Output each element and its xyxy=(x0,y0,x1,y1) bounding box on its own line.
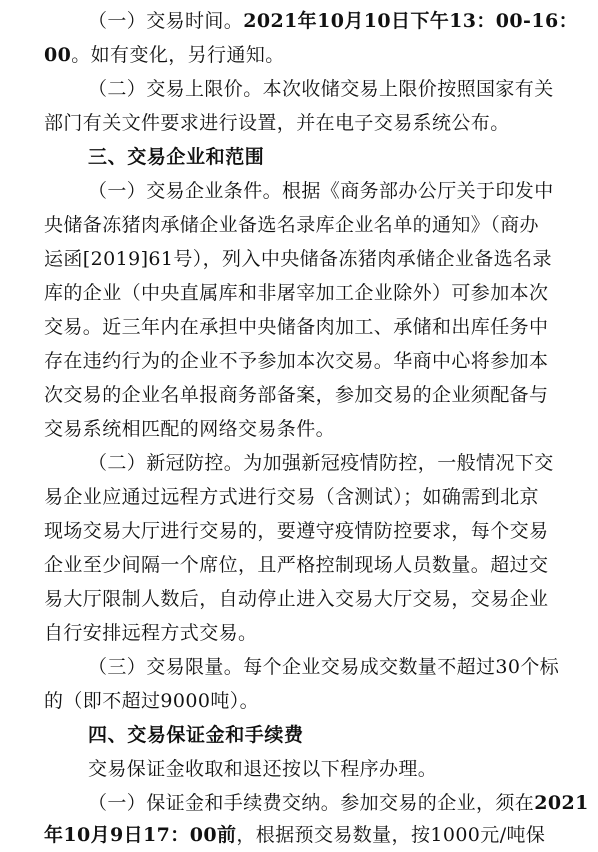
text-line xyxy=(44,344,554,378)
text-line xyxy=(44,412,554,446)
text-line xyxy=(44,378,554,412)
line-segment: （一）交易企业条件。根据《商务部办公厅关于印发中 xyxy=(88,180,554,202)
line-segment: 自行安排远程方式交易。 xyxy=(44,622,258,644)
line-segment: 运函[2019]61号），列入中央储备冻猪肉承储企业备选名录 xyxy=(44,248,552,270)
text-line xyxy=(44,684,554,718)
text-line xyxy=(44,276,554,310)
line-segment-bold: 2021 xyxy=(534,792,589,814)
line-segment: ，根据预交易数量，按1000元/吨保 xyxy=(236,824,546,846)
line-segment: 交易系统相匹配的网络交易条件。 xyxy=(44,418,336,440)
text-line xyxy=(88,4,578,38)
text-line xyxy=(88,786,589,820)
text-line xyxy=(44,548,554,582)
text-line xyxy=(44,582,554,616)
line-segment: 。如有变化，另行通知。 xyxy=(71,44,285,66)
line-segment-bold: 年10月9日17：00前 xyxy=(44,824,237,846)
line-segment: 现场交易大厅进行交易的，要遵守疫情防控要求，每个交易 xyxy=(44,520,549,542)
line-segment: （一）保证金和手续费交纳。参加交易的企业，须在 xyxy=(88,792,535,814)
line-segment: 交易保证金收取和退还按以下程序办理。 xyxy=(88,758,438,780)
line-segment: 库的企业（中央直属库和非屠宰加工企业除外）可参加本次 xyxy=(44,282,549,304)
line-segment: （三）交易限量。每个企业交易成交数量不超过30个标 xyxy=(88,656,560,678)
text-line xyxy=(44,616,554,650)
text-line xyxy=(44,38,554,72)
line-segment-bold: 2021年10月10日下午13：00-16： xyxy=(243,10,578,32)
text-line xyxy=(88,174,554,208)
line-segment: 部门有关文件要求进行设置，并在电子交易系统公布。 xyxy=(44,112,510,134)
line-segment: （一）交易时间。 xyxy=(88,10,244,32)
text-line xyxy=(44,514,554,548)
heading-text: 三、交易企业和范围 xyxy=(88,146,265,168)
line-segment: 易企业应通过远程方式进行交易（含测试）；如确需到北京 xyxy=(44,486,539,508)
line-segment: 央储备冻猪肉承储企业备选名录库企业名单的通知》（商办 xyxy=(44,214,539,236)
line-segment: （二）交易上限价。本次收储交易上限价按照国家有关 xyxy=(88,78,554,100)
text-line xyxy=(44,242,554,276)
line-segment-bold: 00 xyxy=(44,44,72,66)
line-segment: 的（即不超过9000吨）。 xyxy=(44,690,260,712)
line-segment: 存在违约行为的企业不予参加本次交易。华商中心将参加本 xyxy=(44,350,549,372)
line-segment: 企业至少间隔一个席位，且严格控制现场人员数量。超过交 xyxy=(44,554,549,576)
text-line xyxy=(88,650,560,684)
line-segment: 交易。近三年内在承担中央储备肉加工、承储和出库任务中 xyxy=(44,316,549,338)
text-line xyxy=(44,208,554,242)
line-segment: （二）新冠防控。为加强新冠疫情防控，一般情况下交 xyxy=(88,452,554,474)
text-line xyxy=(88,446,554,480)
text-line xyxy=(88,72,554,106)
section-heading xyxy=(88,718,554,752)
text-line xyxy=(44,818,554,852)
line-segment: 次交易的企业名单报商务部备案，参加交易的企业须配备与 xyxy=(44,384,549,406)
text-line xyxy=(44,480,554,514)
line-segment: 易大厅限制人数后，自动停止进入交易大厅交易，交易企业 xyxy=(44,588,549,610)
section-heading xyxy=(88,140,554,174)
text-line xyxy=(88,752,554,786)
text-line xyxy=(44,106,554,140)
heading-text: 四、交易保证金和手续费 xyxy=(88,724,304,746)
text-line xyxy=(44,310,554,344)
